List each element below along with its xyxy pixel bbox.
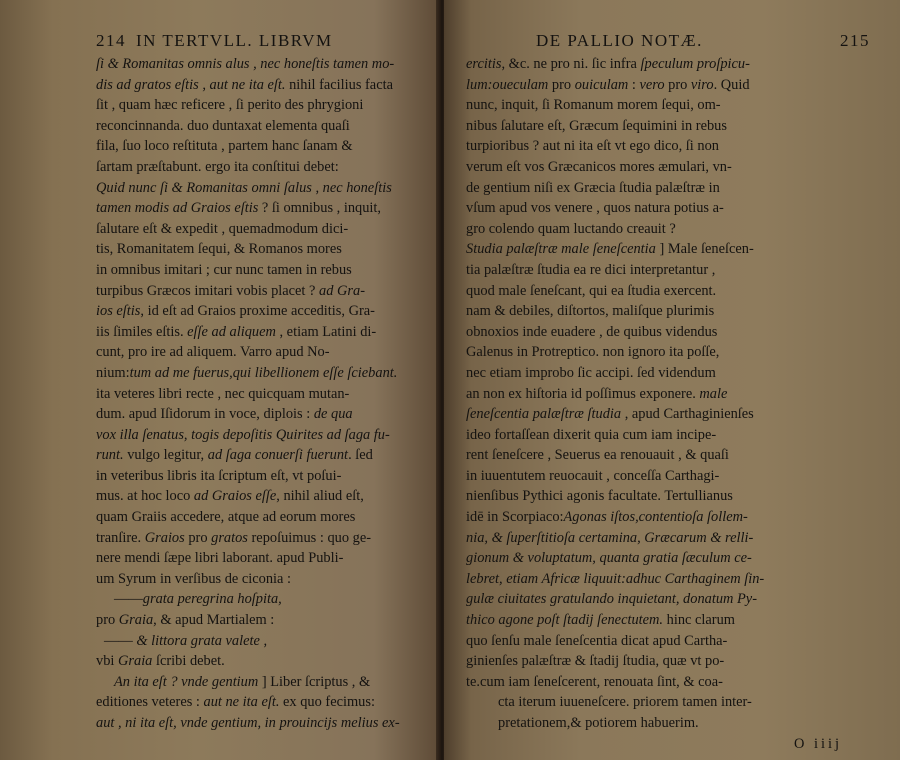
- text-line: [96, 322, 424, 343]
- roman-text: :: [628, 76, 640, 93]
- roman-text: nunc, inquit, ſi Romanum morem ſequi, om-: [466, 97, 721, 114]
- italic-text: tum ad me fuerus,qui libellionem eſſe ſciebant.: [129, 364, 398, 381]
- roman-text: ſalutare eſt & expedit , quemadmodum dici-: [96, 220, 349, 237]
- text-line: [466, 116, 870, 137]
- text-line: [96, 445, 424, 466]
- text-line: [466, 486, 870, 507]
- text-line: [96, 384, 424, 405]
- roman-text: reconcinnanda. duo duntaxat elementa quaſi: [96, 117, 350, 134]
- running-head-title-right: DE PALLIO NOTÆ.: [536, 31, 703, 50]
- italic-text: lebret, etiam Africæ liquuit:adhuc Carthaginem ſin-: [466, 570, 765, 587]
- text-line: [96, 260, 424, 281]
- text-line: [466, 528, 870, 549]
- text-line: [466, 692, 870, 713]
- italic-text: dis ad gratos eſtis , aut ne ita eſt.: [96, 76, 286, 93]
- left-body-text: [96, 54, 424, 734]
- text-line: [466, 322, 870, 343]
- roman-text: cta iterum iuueneſcere. priorem tamen inter-: [498, 694, 752, 711]
- roman-text: ſcribi debet.: [152, 653, 225, 670]
- text-line: [466, 363, 870, 384]
- roman-text: rent ſeneſcere , Seuerus ea renouauit , & quaſi: [466, 447, 729, 464]
- text-line: [466, 301, 870, 322]
- text-line: [96, 528, 424, 549]
- text-line: [466, 342, 870, 363]
- roman-text: mus. at hoc loco: [96, 488, 194, 505]
- text-line: [466, 507, 870, 528]
- roman-text: nihil facilius facta: [285, 76, 393, 93]
- text-line: [96, 589, 424, 610]
- text-line: [96, 54, 424, 75]
- italic-text: vox illa ſenatus, togis depoſitis Quirites ad ſaga fu-: [96, 426, 390, 443]
- page-number-left: 214: [96, 31, 126, 50]
- roman-text: ſit , quam hæc reficere , ſi perito des phrygioni: [96, 97, 364, 114]
- text-line: [96, 548, 424, 569]
- text-line: [96, 363, 424, 384]
- italic-text: viro: [690, 76, 714, 93]
- roman-text: . Quid: [713, 76, 750, 93]
- italic-text: grata peregrina hoſpita,: [142, 591, 282, 608]
- text-line: [96, 75, 424, 96]
- text-line: [96, 281, 424, 302]
- italic-text: vero: [639, 76, 665, 93]
- roman-text: , id eſt ad Graios proxime acceditis, Gra-: [140, 303, 375, 320]
- text-line: [96, 610, 424, 631]
- roman-text: ginienſes palæſtræ & ſtadij ſtudia, quæ vt po-: [466, 653, 725, 670]
- text-line: [466, 75, 870, 96]
- text-line: [466, 157, 870, 178]
- roman-text: , etiam Latini di-: [275, 323, 377, 340]
- text-line: [96, 301, 424, 322]
- roman-text: te.cum iam ſeneſcerent, renouata ſint, & coa-: [466, 673, 723, 690]
- text-line: [466, 219, 870, 240]
- text-line: [96, 631, 424, 652]
- roman-text: ] Male ſeneſcen-: [655, 241, 754, 258]
- text-line: [96, 672, 424, 693]
- roman-text: ſartam præſtabunt. ergo ita conſtitui debet:: [96, 158, 339, 175]
- roman-text: nam & debiles, diſtortos, maliſque plurimis: [466, 303, 715, 320]
- running-head-title-left: IN TERTVLL. LIBRVM: [136, 31, 333, 50]
- text-line: [96, 178, 424, 199]
- italic-text: ſpeculum proſpicu-: [640, 56, 750, 72]
- italic-text: aut , ni ita eſt, vnde gentium, in prouincijs melius ex-: [96, 715, 400, 731]
- roman-text: in veteribus libris ita ſcriptum eſt, vt poſui-: [96, 467, 342, 484]
- roman-text: ? ſi omnibus , inquit,: [258, 200, 382, 217]
- roman-text: an non ex hiſtoria id poſſimus exponere.: [466, 385, 700, 402]
- text-line: [466, 198, 870, 219]
- right-body-text: [466, 54, 870, 734]
- roman-text: turpioribus ? aut ni ita eſt vt ego dico, ſi non: [466, 138, 719, 155]
- italic-text: tamen modis ad Graios eſtis: [96, 200, 259, 217]
- roman-text: tia palæſtræ ſtudia ea re dici interpretantur ,: [466, 261, 716, 278]
- italic-text: ad Gra-: [319, 282, 365, 299]
- roman-text: nere mendi ſæpe libri laborant. apud Publi-: [96, 550, 344, 567]
- roman-text: fila, ſuo loco reſtituta , partem hanc ſanam &: [96, 138, 353, 155]
- text-line: [96, 651, 424, 672]
- roman-text: de gentium niſi ex Græcia ſtudia palæſtræ in: [466, 179, 720, 196]
- italic-text: Graia: [118, 612, 154, 629]
- roman-text: ideo fortaſſean dixerit quia cum iam incipe-: [466, 426, 717, 443]
- roman-text: pro: [548, 76, 575, 93]
- italic-text: Studia palæſtræ male ſeneſcentia: [466, 241, 656, 258]
- text-line: [96, 116, 424, 137]
- roman-text: ——: [104, 632, 137, 649]
- roman-text: vbi: [96, 653, 118, 670]
- italic-text: ſi & Romanitas omnis alus , nec honeſtis tamen mo-: [96, 56, 395, 72]
- italic-text: de qua: [313, 406, 353, 423]
- italic-text: nia, & ſuperſtitioſa certamina, Græcarum & relli-: [466, 529, 754, 546]
- italic-text: thico agone poſt ſtadij ſenectutem.: [466, 612, 664, 629]
- text-line: [466, 445, 870, 466]
- running-head-right: [466, 30, 870, 52]
- text-line: [96, 342, 424, 363]
- roman-text: ex quo fecimus:: [279, 694, 375, 711]
- roman-text: verum eſt vos Græcanicos mores æmulari, vn-: [466, 158, 732, 175]
- roman-text: dum. apud Iſidorum in voce, diplois :: [96, 406, 314, 423]
- text-line: [96, 569, 424, 590]
- text-line: [466, 466, 870, 487]
- roman-text: turpibus Græcos imitari vobis placet ?: [96, 282, 320, 299]
- italic-text: eſſe ad aliquem: [187, 323, 276, 340]
- text-line: [96, 157, 424, 178]
- roman-text: , apud Carthaginienſes: [621, 406, 754, 423]
- text-line: [466, 713, 870, 734]
- text-line: [466, 384, 870, 405]
- roman-text: vulgo legitur,: [123, 447, 208, 464]
- text-line: [466, 54, 870, 75]
- italic-text: Quid nunc ſi & Romanitas omni ſalus , nec honeſtis: [96, 179, 392, 196]
- roman-text: nium:: [96, 364, 130, 381]
- text-line: [466, 425, 870, 446]
- text-line: [96, 198, 424, 219]
- text-line: [466, 178, 870, 199]
- text-line: [466, 569, 870, 590]
- italic-text: ouiculam: [574, 76, 629, 93]
- italic-text: gratos: [211, 529, 248, 546]
- text-line: [466, 610, 870, 631]
- italic-text: lum:oueculam: [466, 76, 549, 93]
- italic-text: Graios: [144, 529, 185, 546]
- roman-text: tranſire.: [96, 529, 145, 546]
- italic-text: runt.: [96, 447, 124, 464]
- roman-text: editiones veteres :: [96, 694, 204, 711]
- italic-text: gionum & voluptatum, quanta gratia ſæculum ce-: [466, 550, 752, 567]
- italic-text: male: [699, 385, 728, 402]
- roman-text: in iuuentutem reuocauit , conceſſa Carthagi-: [466, 467, 720, 484]
- text-line: [96, 507, 424, 528]
- roman-text: hinc clarum: [663, 612, 735, 629]
- roman-text: vſum apud vos venere , quos natura potius a-: [466, 200, 724, 217]
- page-number-right: 215: [840, 31, 870, 50]
- roman-text: iis ſimiles eſtis.: [96, 323, 188, 340]
- roman-text: . ſed: [348, 447, 373, 464]
- roman-text: idē in Scorpiaco:: [466, 509, 564, 526]
- text-line: [96, 713, 424, 734]
- italic-text: ad Graios eſſe: [193, 488, 277, 505]
- text-line: [466, 672, 870, 693]
- italic-text: aut ne ita eſt.: [203, 694, 280, 711]
- text-line: [96, 404, 424, 425]
- italic-text: & littora grata valete ,: [136, 632, 268, 649]
- roman-text: in omnibus imitari ; cur nunc tamen in rebus: [96, 261, 352, 278]
- text-line: [466, 95, 870, 116]
- roman-text: quod male ſeneſcant, qui ea ſtudia exercent.: [466, 282, 717, 299]
- text-line: [466, 631, 870, 652]
- roman-text: Galenus in Protreptico. non ignoro ita poſſe,: [466, 344, 720, 361]
- roman-text: ] Liber ſcriptus , &: [258, 673, 371, 690]
- roman-text: pro: [664, 76, 691, 93]
- italic-text: ſeneſcentia palæſtræ ſtudia: [466, 406, 622, 423]
- text-line: [96, 692, 424, 713]
- roman-text: pretationem,& potiorem habuerim.: [498, 715, 699, 731]
- roman-text: tis, Romanitatem ſequi, & Romanos mores: [96, 241, 342, 258]
- italic-text: Agonas iſtos,contentioſa ſollem-: [563, 509, 748, 526]
- roman-text: repoſuimus : quo ge-: [247, 529, 372, 546]
- text-line: [466, 260, 870, 281]
- roman-text: nibus ſalutare eſt, Græcum ſequimini in rebus: [466, 117, 727, 134]
- text-line: [96, 136, 424, 157]
- roman-text: , nihil aliud eſt,: [276, 488, 364, 505]
- roman-text: pro: [96, 612, 119, 629]
- italic-text: ad ſaga conuerſi fuerunt: [207, 447, 349, 464]
- text-line: [466, 589, 870, 610]
- roman-text: obnoxios inde euadere , de quibus videndus: [466, 323, 718, 340]
- text-line: [466, 548, 870, 569]
- roman-text: quo ſenſu male ſeneſcentia dicat apud Cartha-: [466, 632, 728, 649]
- roman-text: nec etiam improbo ſic accipi. ſed videndum: [466, 364, 716, 381]
- text-line: [96, 466, 424, 487]
- roman-text: gro colendo quam luctando creauit ?: [466, 220, 676, 237]
- text-line: [466, 136, 870, 157]
- text-line: [96, 239, 424, 260]
- text-line: [466, 239, 870, 260]
- left-page: [0, 0, 440, 760]
- roman-text: um Syrum in verſibus de ciconia :: [96, 570, 292, 587]
- text-line: [96, 425, 424, 446]
- italic-text: Graia: [118, 653, 153, 670]
- roman-text: ——: [114, 591, 143, 608]
- roman-text: ita veteres libri recte , nec quicquam mutan-: [96, 385, 350, 402]
- italic-text: An ita eſt ? vnde gentium: [114, 673, 259, 690]
- text-line: [96, 486, 424, 507]
- text-line: [466, 651, 870, 672]
- signature-mark: O iiij: [794, 735, 842, 752]
- right-page: [444, 0, 900, 760]
- roman-text: nienſibus Pythici agonis facultate. Tertullianus: [466, 488, 733, 505]
- text-line: [466, 281, 870, 302]
- text-line: [96, 95, 424, 116]
- roman-text: , & apud Martialem :: [153, 612, 275, 629]
- roman-text: quam Graiis accedere, atque ad eorum mores: [96, 509, 356, 526]
- italic-text: ercitis: [466, 56, 502, 72]
- text-line: [466, 404, 870, 425]
- text-line: [96, 219, 424, 240]
- roman-text: , &c. ne pro ni. ſic infra: [501, 56, 641, 72]
- roman-text: cunt, pro ire ad aliquem. Varro apud No-: [96, 344, 330, 361]
- roman-text: pro: [184, 529, 212, 546]
- italic-text: gulæ ciuitates gratulando inquietant, donatum Py-: [466, 591, 757, 608]
- italic-text: ios eſtis: [96, 303, 141, 320]
- running-head-left: [96, 30, 424, 52]
